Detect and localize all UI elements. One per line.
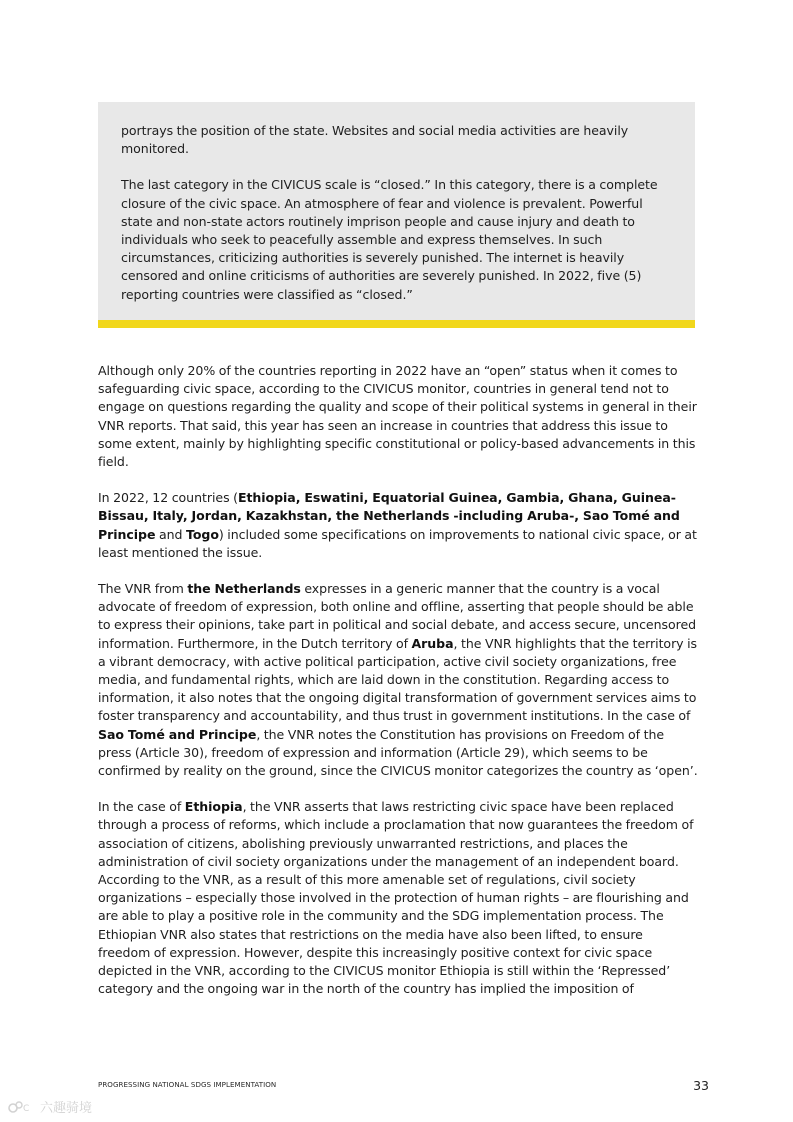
- text-run: In the case of: [98, 799, 185, 815]
- running-footer-title: PROGRESSING NATIONAL SDGS IMPLEMENTATION: [98, 1080, 277, 1089]
- callout-box: [98, 102, 695, 328]
- body-text: [98, 362, 698, 999]
- text-run: ) included some specifications on improvements to national civic space, or at least mentioned the issue.: [98, 526, 697, 560]
- country-togo: Togo: [186, 526, 219, 542]
- body-paragraph-2: [98, 489, 698, 562]
- text-run: expresses in a generic manner that the country is a vocal advocate of freedom of expression, both online and offline, asserting that people should be able to express their opinions, take part in political and social debate, and access secure, uncensored information. Furthermore, in the Dutch territory of: [98, 581, 697, 651]
- text-run: and: [155, 526, 186, 542]
- country-netherlands: the Netherlands: [187, 581, 301, 597]
- text-run: In 2022, 12 countries (: [98, 490, 238, 506]
- body-paragraph-4: [98, 798, 698, 998]
- body-paragraph-3: [98, 580, 698, 780]
- svg-text:C: C: [23, 1103, 30, 1114]
- country-list: Ethiopia, Eswatini, Equatorial Guinea, Gambia, Ghana, Guinea-Bissau, Italy, Jordan, Kazakhstan, the Netherlands -including Aruba-, Sao Tomé and Principe: [98, 490, 680, 542]
- callout-accent-bar: [98, 320, 695, 328]
- text-run: The VNR from: [98, 581, 188, 597]
- body-paragraph-1: Although only 20% of the countries reporting in 2022 have an “open” status when it comes to safeguarding civic space, according to the CIVICUS monitor, countries in general tend not to engage on questions regarding the quality and scope of their political systems in general in their VNR reports. That said, this year has seen an increase in countries that address this issue to some extent, mainly by highlighting specific constitutional or policy-based advancements in this field.: [98, 363, 697, 470]
- callout-paragraph-1: portrays the position of the state. Websites and social media activities are heavily monitored.: [121, 123, 629, 157]
- text-run: , the VNR notes the Constitution has provisions on Freedom of the press (Article 30), freedom of expression and information (Article 29), which seems to be confirmed by reality on the ground, since the CIVICUS monitor categorizes the country as ‘open’.: [98, 726, 698, 779]
- callout-paragraph-2: The last category in the CIVICUS scale is “closed.” In this category, there is a complete closure of the civic space. An atmosphere of fear and violence is prevalent. Powerful state and non-state actors routinely imprison people and cause injury and death to individuals who seek to peacefully assemble and express themselves. In such circumstances, criticizing authorities is severely punished. The internet is heavily censored and online criticisms of authorities are severely punished. In 2022, five (5) reporting countries were classified as “closed.”: [121, 177, 658, 302]
- watermark-text: 六趣骑境: [40, 1101, 93, 1116]
- watermark-logo-icon: [8, 1099, 36, 1115]
- page-number: 33: [693, 1078, 709, 1093]
- country-sao-tome: Sao Tomé and Principe: [98, 726, 257, 742]
- country-ethiopia: Ethiopia: [184, 799, 243, 815]
- country-aruba: Aruba: [411, 635, 454, 651]
- text-run: , the VNR highlights that the territory is a vibrant democracy, with active political participation, active civil society organizations, free media, and fundamental rights, which are laid down in the constitution. Regarding access to information, it also notes that the ongoing digital transformation of government services aims to foster transparency and accountability, and thus trust in government institutions. In the case of: [98, 635, 698, 724]
- text-run: , the VNR asserts that laws restricting civic space have been replaced through a process of reforms, which include a proclamation that now guarantees the freedom of association of citizens, abolishing previously unwarranted restrictions, and places the administration of civil society organizations under the management of an independent board. According to the VNR, as a result of this more amenable set of regulations, civil society organizations – especially those involved in the protection of human rights – are flourishing and are able to play a positive role in the community and the SDG implementation process. The Ethiopian VNR also states that restrictions on the media have also been lifted, to ensure freedom of expression. However, despite this increasingly positive context for civic space depicted in the VNR, according to the CIVICUS monitor Ethiopia is still within the ‘Repressed’ category and the ongoing war in the north of the country has implied the imposition of: [98, 799, 694, 997]
- watermark: [8, 1097, 92, 1116]
